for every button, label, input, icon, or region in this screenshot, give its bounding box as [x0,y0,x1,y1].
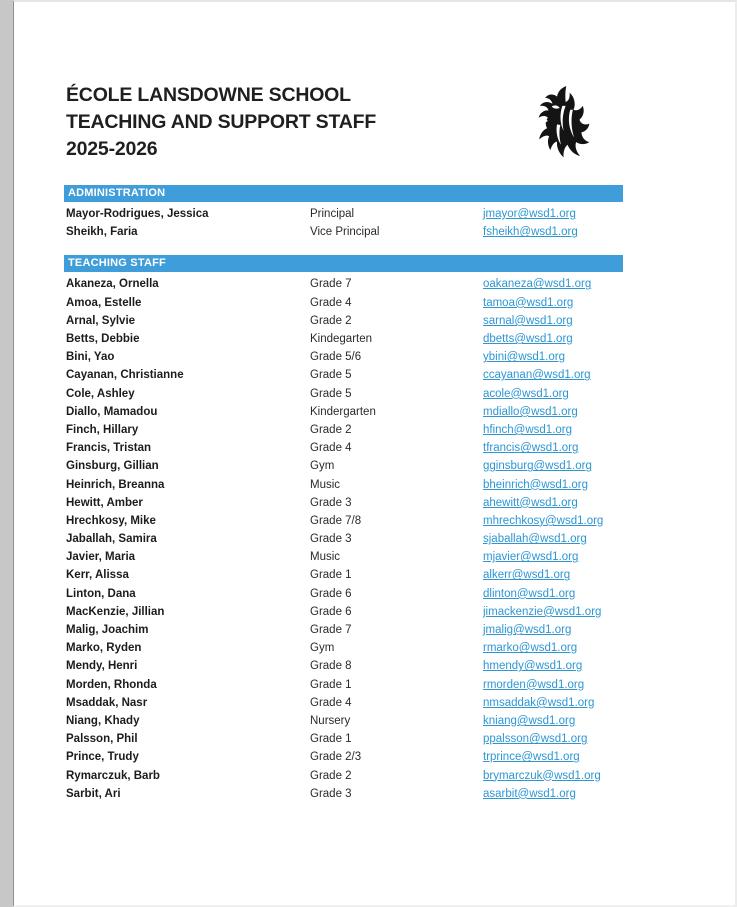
staff-name: Akaneza, Ornella [66,278,159,291]
staff-row [64,403,623,421]
staff-role: Grade 5 [310,369,352,382]
staff-row [64,275,623,293]
staff-name: Mayor-Rodrigues, Jessica [66,208,209,221]
staff-row [64,603,623,621]
staff-email-link[interactable]: alkerr@wsd1.org [483,569,571,582]
staff-row [64,639,623,657]
staff-name: Palsson, Phil [66,733,138,746]
staff-name: Msaddak, Nasr [66,696,148,709]
staff-row [64,223,623,241]
staff-name: Heinrich, Breanna [66,478,165,491]
staff-name: Mendy, Henri [66,660,138,673]
staff-role: Kindegarten [310,333,373,346]
staff-row [64,730,623,748]
staff-email-link[interactable]: dlinton@wsd1.org [483,587,576,600]
staff-row [64,712,623,730]
sections [64,185,623,803]
staff-row [64,694,623,712]
staff-email-link[interactable]: sarnal@wsd1.org [483,314,573,327]
staff-row [64,566,623,584]
staff-email-link[interactable]: trprince@wsd1.org [483,751,580,764]
staff-name: MacKenzie, Jillian [66,605,165,618]
staff-name: Marko, Ryden [66,642,142,655]
staff-row [64,494,623,512]
staff-email-link[interactable]: jmalig@wsd1.org [483,624,572,637]
staff-rows [64,205,623,241]
section-header-bar: TEACHING STAFF [64,255,623,272]
staff-row [64,766,623,784]
staff-email-link[interactable]: asarbit@wsd1.org [483,787,576,800]
staff-role: Grade 3 [310,533,352,546]
staff-email-link[interactable]: hmendy@wsd1.org [483,660,583,673]
staff-row [64,785,623,803]
staff-name: Betts, Debbie [66,333,140,346]
staff-role: Grade 6 [310,605,352,618]
staff-email-link[interactable]: gginsburg@wsd1.org [483,460,592,473]
section-teaching-staff [64,255,623,802]
staff-role: Vice Principal [310,226,380,239]
staff-email-link[interactable]: ybini@wsd1.org [483,351,565,364]
staff-row [64,330,623,348]
staff-role: Grade 4 [310,296,352,309]
staff-row [64,621,623,639]
staff-role: Grade 7 [310,278,352,291]
staff-row [64,439,623,457]
staff-row [64,512,623,530]
staff-row [64,676,623,694]
title-subtitle: TEACHING AND SUPPORT STAFF [66,111,377,133]
staff-name: Bini, Yao [66,351,115,364]
staff-email-link[interactable]: mjavier@wsd1.org [483,551,579,564]
staff-email-link[interactable]: hfinch@wsd1.org [483,423,573,436]
staff-row [64,748,623,766]
staff-row [64,530,623,548]
staff-email-link[interactable]: bheinrich@wsd1.org [483,478,589,491]
staff-name: Niang, Khady [66,714,140,727]
staff-name: Linton, Dana [66,587,136,600]
staff-role: Grade 2 [310,423,352,436]
staff-row [64,348,623,366]
staff-name: Javier, Maria [66,551,136,564]
staff-name: Sheikh, Faria [66,226,138,239]
staff-email-link[interactable]: jimackenzie@wsd1.org [483,605,602,618]
staff-role: Grade 5/6 [310,351,362,364]
staff-email-link[interactable]: rmarko@wsd1.org [483,642,578,655]
staff-row [64,475,623,493]
staff-role: Gym [310,460,335,473]
staff-role: Grade 8 [310,660,352,673]
staff-role: Grade 1 [310,678,352,691]
section-administration [64,185,623,241]
staff-role: Grade 4 [310,442,352,455]
staff-row [64,657,623,675]
staff-email-link[interactable]: fsheikh@wsd1.org [483,226,578,239]
staff-role: Music [310,478,341,491]
staff-role: Principal [310,208,355,221]
staff-email-link[interactable]: brymarczuk@wsd1.org [483,769,601,782]
staff-name: Sarbit, Ari [66,787,121,800]
staff-row [64,366,623,384]
staff-email-link[interactable]: oakaneza@wsd1.org [483,278,592,291]
staff-role: Music [310,551,341,564]
staff-row [64,385,623,403]
staff-role: Grade 1 [310,569,352,582]
staff-role: Gym [310,642,335,655]
staff-role: Nursery [310,714,351,727]
staff-row [64,421,623,439]
staff-role: Kindergarten [310,405,376,418]
staff-role: Grade 6 [310,587,352,600]
staff-row [64,585,623,603]
staff-name: Jaballah, Samira [66,533,157,546]
staff-email-link[interactable]: ppalsson@wsd1.org [483,733,588,746]
staff-role: Grade 1 [310,733,352,746]
staff-name: Malig, Joachim [66,624,149,637]
staff-name: Prince, Trudy [66,751,139,764]
staff-role: Grade 7 [310,624,352,637]
staff-email-link[interactable]: mhrechkosy@wsd1.org [483,514,604,527]
title-school-name: ÉCOLE LANSDOWNE SCHOOL [66,84,351,106]
staff-name: Amoa, Estelle [66,296,142,309]
staff-email-link[interactable]: nmsaddak@wsd1.org [483,696,595,709]
section-header-bar: ADMINISTRATION [64,185,623,202]
staff-role: Grade 2 [310,314,352,327]
staff-name: Ginsburg, Gillian [66,460,159,473]
staff-email-link[interactable]: kniang@wsd1.org [483,714,576,727]
staff-name: Arnal, Sylvie [66,314,136,327]
staff-name: Rymarczuk, Barb [66,769,160,782]
staff-name: Diallo, Mamadou [66,405,158,418]
staff-email-link[interactable]: jmayor@wsd1.org [483,208,576,221]
staff-name: Francis, Tristan [66,442,152,455]
staff-row [64,457,623,475]
staff-role: Grade 2 [310,769,352,782]
staff-email-link[interactable]: dbetts@wsd1.org [483,333,573,346]
staff-row [64,312,623,330]
staff-name: Kerr, Alissa [66,569,129,582]
staff-email-link[interactable]: ccayanan@wsd1.org [483,369,591,382]
staff-rows [64,275,623,802]
staff-role: Grade 7/8 [310,514,362,527]
staff-name: Cayanan, Christianne [66,369,184,382]
staff-email-link[interactable]: rmorden@wsd1.org [483,678,585,691]
staff-email-link[interactable]: ahewitt@wsd1.org [483,496,578,509]
staff-row [64,205,623,223]
staff-role: Grade 4 [310,696,352,709]
staff-email-link[interactable]: mdiallo@wsd1.org [483,405,578,418]
page-title [64,82,623,163]
staff-role: Grade 3 [310,496,352,509]
staff-name: Finch, Hillary [66,423,139,436]
staff-role: Grade 3 [310,787,352,800]
staff-role: Grade 5 [310,387,352,400]
staff-role: Grade 2/3 [310,751,362,764]
staff-name: Hewitt, Amber [66,496,143,509]
staff-email-link[interactable]: acole@wsd1.org [483,387,569,400]
staff-email-link[interactable]: sjaballah@wsd1.org [483,533,587,546]
staff-name: Hrechkosy, Mike [66,514,156,527]
staff-row [64,294,623,312]
document-page [13,0,737,907]
staff-row [64,548,623,566]
staff-name: Cole, Ashley [66,387,135,400]
staff-name: Morden, Rhonda [66,678,157,691]
page-content [14,2,623,803]
staff-email-link[interactable]: tamoa@wsd1.org [483,296,574,309]
title-school-year: 2025-2026 [66,138,158,160]
staff-email-link[interactable]: tfrancis@wsd1.org [483,442,579,455]
